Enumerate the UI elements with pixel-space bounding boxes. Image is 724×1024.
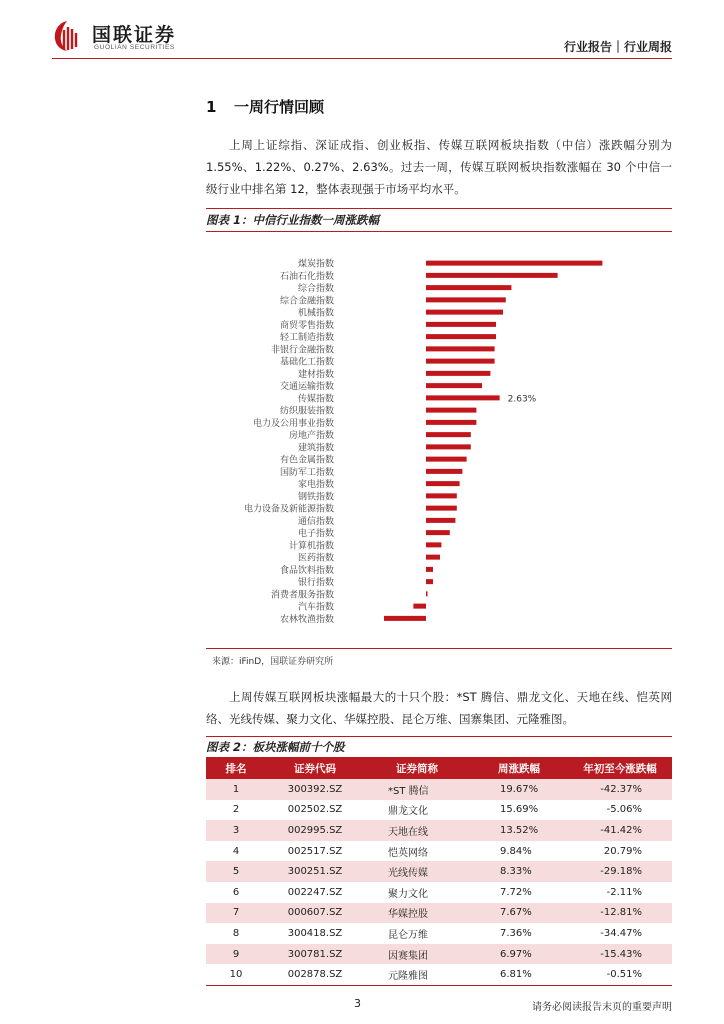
category-label: 消费者服务指数: [270, 590, 334, 601]
category-label: 交通运输指数: [279, 382, 334, 393]
table-row: [206, 903, 672, 924]
weekly-change-cell: 6.97%: [470, 944, 568, 965]
table-row: [206, 923, 672, 944]
table-row: [206, 820, 672, 841]
code-cell: 002247.SZ: [287, 886, 343, 898]
ytd-change-cell: -42.37%: [568, 779, 672, 800]
bar: [426, 542, 441, 547]
name-cell: 鼎龙文化: [388, 806, 428, 818]
category-label: 电力设备及新能源指数: [243, 504, 334, 515]
bar: [426, 420, 476, 425]
category-label: 综合指数: [297, 284, 334, 295]
top-ten-stocks-table: [206, 757, 672, 986]
logo-chinese-text: 国联证券: [92, 24, 177, 46]
ytd-change-cell: -29.18%: [568, 861, 672, 882]
table-row: [206, 861, 672, 882]
category-label: 银行指数: [297, 578, 334, 589]
column-header-ytd-change: 年初至今涨跌幅: [568, 757, 672, 779]
column-header-code: 证券代码: [266, 757, 364, 779]
name-cell: 华媒控股: [364, 903, 470, 924]
category-label: 计算机指数: [288, 541, 334, 552]
category-label: 商贸零售指数: [279, 320, 334, 331]
header-divider: [52, 58, 672, 59]
table-row: [206, 944, 672, 965]
ytd-change-cell: 20.79%: [603, 845, 642, 857]
category-label: 通信指数: [297, 516, 334, 527]
code-cell: 300251.SZ: [266, 861, 364, 882]
bar: [426, 457, 467, 462]
category-label: 有色金属指数: [279, 455, 334, 466]
category-label: 电力及公用事业指数: [252, 418, 334, 429]
bar: [426, 297, 506, 302]
ytd-change-cell: -0.51%: [568, 964, 672, 985]
code-cell: 002878.SZ: [266, 964, 364, 985]
rank-cell: 2: [232, 804, 240, 816]
rank-cell: 10: [206, 964, 266, 985]
category-label: 基础化工指数: [279, 357, 334, 368]
bar-chart-svg: [206, 250, 672, 650]
category-label: 房地产指数: [288, 431, 334, 442]
bar: [426, 334, 496, 339]
category-label: 建筑指数: [297, 443, 334, 454]
top-stocks-paragraph: 上周传媒互联网板块涨幅最大的十只个股：*ST 腾信、鼎龙文化、天地在线、恺英网络、光线传媒、聚力文化、华媒控股、昆仑万维、国寨集团、元隆雅图。: [206, 690, 672, 726]
bar: [426, 285, 511, 290]
category-label: 钢铁指数: [297, 492, 334, 503]
category-label: 建材指数: [297, 369, 334, 380]
name-cell: 元隆雅图: [364, 964, 470, 985]
rank-cell: 4: [232, 845, 240, 857]
rank-cell: 1: [206, 779, 266, 800]
table-row: [206, 882, 672, 903]
bar: [426, 444, 471, 449]
figure1-bottom-rule: [206, 648, 672, 649]
category-label: 汽车指数: [297, 602, 334, 613]
name-cell: *ST 腾信: [364, 779, 470, 800]
data-label: 2.63%: [507, 394, 537, 405]
bar: [426, 591, 428, 596]
category-label: 轻工制造指数: [279, 333, 334, 344]
ytd-change-cell: -2.11%: [606, 886, 642, 898]
rank-cell: 7: [206, 903, 266, 924]
weekly-change-cell: 19.67%: [470, 779, 568, 800]
bar: [426, 432, 471, 437]
code-cell: 300418.SZ: [287, 927, 343, 939]
bar: [426, 469, 462, 474]
bar: [426, 346, 495, 351]
bar: [426, 408, 476, 413]
ytd-change-cell: -34.47%: [600, 927, 642, 939]
category-label: 综合金融指数: [279, 296, 334, 307]
category-label: 煤炭指数: [297, 259, 334, 270]
name-cell: 恺英网络: [388, 847, 428, 859]
figure2-title: 图表 2：板块涨幅前十个股: [206, 736, 672, 757]
category-label: 纺织服装指数: [279, 406, 334, 417]
table-row: [206, 964, 672, 985]
table-row: [206, 800, 672, 821]
section-title: 一周行情回顾: [234, 98, 325, 116]
name-cell: 光线传媒: [364, 861, 470, 882]
rank-cell: 5: [206, 861, 266, 882]
section-heading: [206, 96, 324, 117]
category-label: 电子指数: [297, 529, 334, 540]
rank-cell: 9: [206, 944, 266, 965]
bar: [426, 310, 503, 315]
ytd-change-cell: -41.42%: [568, 820, 672, 841]
page-number: 3: [354, 997, 361, 1010]
weekly-change-cell: 6.81%: [470, 964, 568, 985]
bar: [426, 493, 457, 498]
table-header-row: [206, 757, 672, 779]
weekly-change-cell: 13.52%: [470, 820, 568, 841]
category-label: 医药指数: [297, 553, 334, 564]
bar: [426, 579, 433, 584]
bar: [426, 383, 482, 388]
rank-cell: 8: [232, 927, 240, 939]
category-label: 非银行金融指数: [270, 345, 334, 356]
category-label: 食品饮料指数: [279, 565, 334, 576]
column-header-rank: 排名: [206, 757, 266, 779]
industry-weekly-change-chart: [206, 250, 672, 650]
figure1-title: 图表 1：中信行业指数一周涨跌幅: [206, 208, 672, 232]
category-label: 传媒指数: [297, 394, 334, 405]
bar: [413, 604, 426, 609]
bar: [426, 395, 500, 400]
rank-cell: 6: [232, 886, 240, 898]
name-cell: 聚力文化: [388, 888, 428, 900]
table-row: [206, 841, 672, 862]
column-header-name: 证券简称: [364, 757, 470, 779]
category-label: 家电指数: [297, 480, 334, 491]
category-label: 国防军工指数: [279, 467, 334, 478]
code-cell: 300781.SZ: [266, 944, 364, 965]
category-label: 石油石化指数: [279, 271, 334, 282]
bar: [426, 261, 602, 266]
column-header-weekly-change: 周涨跌幅: [470, 757, 568, 779]
name-cell: 昆仑万维: [388, 929, 428, 941]
ytd-change-cell: -5.06%: [606, 804, 642, 816]
ytd-change-cell: -12.81%: [568, 903, 672, 924]
category-label: 机械指数: [297, 308, 334, 319]
weekly-change-cell: 7.36%: [500, 927, 532, 939]
weekly-change-cell: 7.72%: [500, 886, 532, 898]
weekly-change-cell: 8.33%: [470, 861, 568, 882]
table-row: [206, 779, 672, 800]
footer-disclaimer: 请务必阅读报告末页的重要声明: [532, 1002, 672, 1013]
bar: [426, 506, 457, 511]
bar: [426, 481, 460, 486]
name-cell: 因赛集团: [364, 944, 470, 965]
code-cell: 002502.SZ: [287, 804, 343, 816]
code-cell: 002517.SZ: [287, 845, 343, 857]
logo-english-text: GUOLIAN SECURITIES: [94, 44, 175, 51]
figure1-source: 来源：iFinD，国联证券研究所: [212, 657, 334, 667]
bar: [426, 273, 558, 278]
name-cell: 天地在线: [364, 820, 470, 841]
code-cell: 300392.SZ: [266, 779, 364, 800]
bar: [426, 322, 496, 327]
rank-cell: 3: [206, 820, 266, 841]
bar: [426, 518, 455, 523]
code-cell: 000607.SZ: [266, 903, 364, 924]
bar: [426, 567, 433, 572]
intro-paragraph: 上周上证综指、深证成指、创业板指、传媒互联网板块指数（中信）涨跌幅分别为 1.55%、1.22%、0.27%、2.63%。过去一周，传媒互联网板块指数涨幅在 30 个中信一级行业中排名第 12，整体表现强于市场平均水平。: [206, 138, 672, 196]
bar: [426, 530, 450, 535]
ytd-change-cell: -15.43%: [568, 944, 672, 965]
category-label: 农林牧渔指数: [279, 614, 334, 625]
bar: [426, 371, 490, 376]
weekly-change-cell: 15.69%: [500, 804, 539, 816]
bar: [426, 555, 440, 560]
report-type-label: 行业报告｜行业周报: [563, 40, 672, 54]
page-header: [0, 0, 724, 62]
bar: [426, 359, 495, 364]
weekly-change-cell: 9.84%: [500, 845, 532, 857]
weekly-change-cell: 7.67%: [470, 903, 568, 924]
bar: [384, 616, 426, 621]
section-number: 1: [206, 98, 217, 116]
code-cell: 002995.SZ: [266, 820, 364, 841]
guolian-logo-icon: [52, 20, 82, 52]
